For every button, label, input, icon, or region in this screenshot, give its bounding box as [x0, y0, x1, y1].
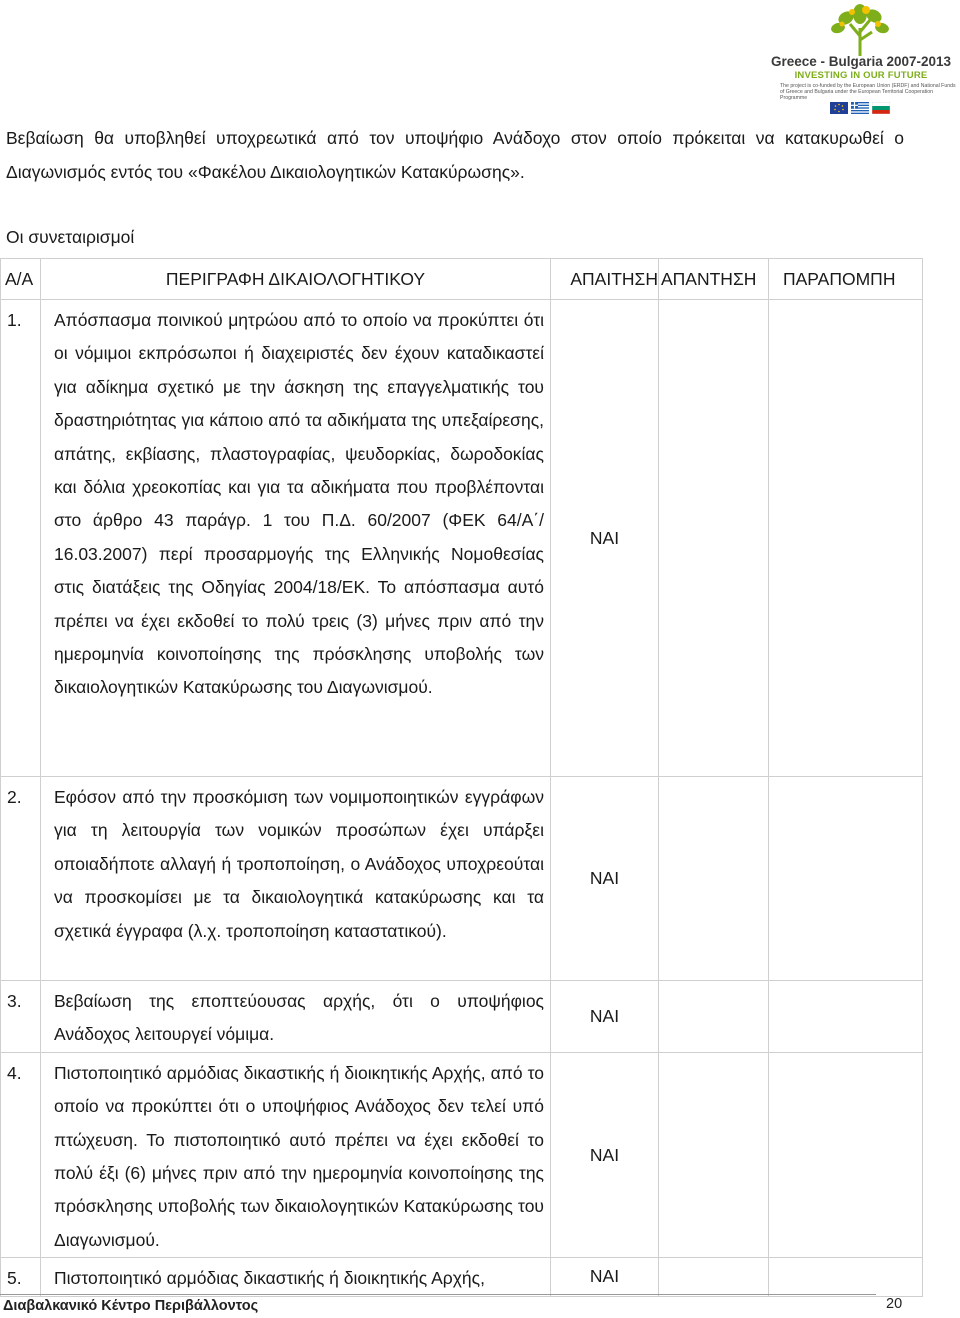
- logo-small-print: The project is co-funded by the European Union (ERDF) and National Funds of Greece and Bulgaria under the European Territorial Cooperation Programme: [780, 83, 956, 101]
- table-row: [1, 1052, 923, 1257]
- programme-logo: [764, 2, 958, 120]
- row-description: Πιστοποιητικό αρμόδιας δικαστικής ή διοικητικής Αρχής, από το οποίο να προκύπτει ότι ο υποψήφιος Ανάδοχος δεν τελεί υπό πτώχευση. Το πιστοποιητικό αυτό πρέπει να έχει εκδοθεί το πολύ έξι (6) μήνες πριν από την ημερομηνία κοινοποίησης της πρόσκλησης υποβολής των δικαιολογητικών Κατακύρωσης του Διαγωνισμού.: [41, 1052, 551, 1257]
- logo-flags: [830, 102, 890, 114]
- row-num: 3.: [1, 981, 41, 1053]
- row-num: 5.: [1, 1258, 41, 1296]
- row-requirement: ΝΑΙ: [551, 981, 659, 1053]
- row-description: Εφόσον από την προσκόμιση των νομιμοποιητικών εγγράφων για τη λειτουργία των νομικών προσώπων έχει υπάρξει οποιαδήποτε αλλαγή ή τροποποίηση, ο Ανάδοχος υποχρεούται να προσκομίσει με τα δικαιολογητικά κατακύρωσης και τα σχετικά έγγραφα (λ.χ. τροποποίηση καταστατικού).: [41, 777, 551, 981]
- bulgaria-flag-icon: [872, 102, 890, 114]
- row-reference[interactable]: [769, 1052, 923, 1257]
- row-answer[interactable]: [659, 300, 769, 777]
- row-reference[interactable]: [769, 777, 923, 981]
- eu-flag-icon: [830, 102, 848, 114]
- tree-logo-icon: [822, 2, 898, 56]
- row-description: Πιστοποιητικό αρμόδιας δικαστικής ή διοικητικής Αρχής,: [41, 1258, 551, 1296]
- row-num: 4.: [1, 1052, 41, 1257]
- header-reference: ΠΑΡΑΠΟΜΠΗ: [769, 259, 923, 300]
- row-num: 1.: [1, 300, 41, 777]
- logo-tagline: INVESTING IN OUR FUTURE: [794, 70, 928, 81]
- row-requirement: ΝΑΙ: [551, 1258, 659, 1296]
- section-title: Οι συνεταιρισμοί: [6, 227, 135, 247]
- header-answer: ΑΠΑΝΤΗΣΗ: [659, 259, 769, 300]
- row-requirement: ΝΑΙ: [551, 1052, 659, 1257]
- row-requirement: ΝΑΙ: [551, 777, 659, 981]
- row-answer[interactable]: [659, 1052, 769, 1257]
- row-description: Βεβαίωση της εποπτεύουσας αρχής, ότι ο υποψήφιος Ανάδοχος λειτουργεί νόμιμα.: [41, 981, 551, 1053]
- row-requirement: ΝΑΙ: [551, 300, 659, 777]
- row-reference[interactable]: [769, 981, 923, 1053]
- row-answer[interactable]: [659, 777, 769, 981]
- greece-flag-icon: [851, 102, 869, 114]
- header-description: ΠΕΡΙΓΡΑΦΗ ΔΙΚΑΙΟΛΟΓΗΤΙΚΟΥ: [41, 259, 551, 300]
- logo-title: Greece - Bulgaria 2007-2013: [770, 54, 952, 69]
- row-description: Απόσπασμα ποινικού μητρώου από το οποίο να προκύπτει ότι οι νόμιμοι εκπρόσωποι ή διαχειριστές δεν έχουν καταδικαστεί για αδίκημα σχετικό με την άσκηση της επαγγελματικής του δραστηριότητας για κάποιο από τα αδικήματα της υπεξαίρεσης, απάτης, εκβίασης, πλαστογραφίας, ψευδορκίας, δωροδοκίας και δόλια χρεοκοπίας και για τα αδικήματα που προβλέπονται στο άρθρο 43 παράγρ. 1 του Π.Δ. 60/2007 (ΦΕΚ 64/Α΄/ 16.03.2007) περί προσαρμογής της Ελληνικής Νομοθεσίας στις διατάξεις της Οδηγίας 2004/18/ΕΚ. Το απόσπασμα αυτό πρέπει να έχει εκδοθεί το πολύ τρεις (3) μήνες πριν από την ημερομηνία κοινοποίησης της πρόσκλησης υποβολής των δικαιολογητικών Κατακύρωσης του Διαγωνισμού.: [41, 300, 551, 777]
- table-row: [1, 1258, 923, 1296]
- row-num: 2.: [1, 777, 41, 981]
- table-header-row: [1, 259, 923, 300]
- intro-paragraph: Βεβαίωση θα υποβληθεί υποχρεωτικά από τον υποψήφιο Ανάδοχο στον οποίο πρόκειται να κατακυρωθεί ο Διαγωνισμός εντός του «Φακέλου Δικαιολογητικών Κατακύρωσης».: [6, 128, 904, 182]
- table-row: [1, 777, 923, 981]
- requirements-table: [0, 258, 923, 1297]
- footer-organization: Διαβαλκανικό Κέντρο Περιβάλλοντος: [3, 1298, 259, 1314]
- row-answer[interactable]: [659, 981, 769, 1053]
- row-answer[interactable]: [659, 1258, 769, 1296]
- table-row: [1, 300, 923, 777]
- row-reference[interactable]: [769, 300, 923, 777]
- table-row: [1, 981, 923, 1053]
- header-requirement: ΑΠΑΙΤΗΣΗ: [551, 259, 659, 300]
- page-number: 20: [886, 1296, 903, 1312]
- row-reference[interactable]: [769, 1258, 923, 1296]
- header-num: Α/Α: [1, 259, 41, 300]
- footer-divider: [0, 1294, 876, 1295]
